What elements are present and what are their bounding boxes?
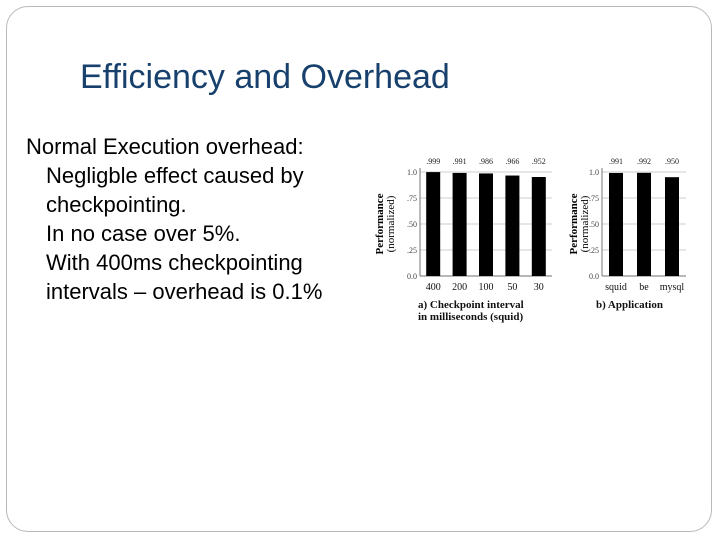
y-tick-label: 0.0 (407, 272, 417, 281)
bar (479, 173, 493, 276)
bullet-item (26, 161, 366, 219)
chart-application (566, 148, 696, 328)
y-tick-label: .75 (589, 194, 599, 203)
bar (665, 177, 679, 276)
intro-text: Normal Execution overhead: (26, 134, 304, 159)
y-tick-label: 1.0 (589, 168, 599, 177)
data-label: .991 (609, 157, 623, 166)
chart-title: b) Application (596, 299, 663, 311)
y-tick-label: 1.0 (407, 168, 417, 177)
slide-title: Efficiency and Overhead (80, 58, 450, 96)
y-axis-label: Performance(normalized) (568, 193, 591, 255)
data-label: .999 (426, 157, 441, 166)
y-tick-label: .25 (589, 246, 599, 255)
bar (505, 176, 519, 276)
y-tick-label: .25 (407, 246, 417, 255)
data-label: .991 (452, 157, 467, 166)
bullet-item (26, 219, 366, 248)
x-tick-label: 30 (533, 282, 544, 293)
bullet-item (26, 248, 366, 306)
x-tick-label: mysql (659, 282, 685, 293)
y-tick-label: .50 (589, 220, 599, 229)
data-label: .952 (531, 157, 546, 166)
x-tick-label: 200 (452, 282, 468, 293)
bar (532, 177, 546, 276)
x-tick-label: 50 (507, 282, 518, 293)
bar (609, 173, 623, 276)
bar (453, 173, 467, 276)
bullet-text: Negligble effect caused by checkpointing. (46, 163, 304, 217)
data-label: .966 (505, 157, 520, 166)
data-label: .992 (637, 157, 651, 166)
y-tick-label: .50 (407, 220, 417, 229)
y-tick-label: 0.0 (589, 272, 599, 281)
slide-body (26, 132, 366, 306)
bullet-text: In no case over 5%. (46, 221, 241, 246)
x-tick-label: 400 (425, 282, 441, 293)
chart-title: a) Checkpoint interval in milliseconds (squid) (418, 299, 524, 323)
bar (637, 173, 651, 276)
data-label: .986 (479, 157, 493, 166)
x-tick-label: squid (605, 282, 627, 293)
y-tick-label: .75 (407, 194, 417, 203)
x-tick-label: 100 (478, 282, 494, 293)
bar (426, 172, 440, 276)
bullet-text: With 400ms checkpointing intervals – overhead is 0.1% (46, 250, 323, 304)
x-tick-label: be (639, 282, 649, 293)
y-axis-label: Performance(normalized) (374, 193, 397, 255)
chart-checkpoint-interval (372, 148, 562, 328)
data-label: .950 (665, 157, 679, 166)
